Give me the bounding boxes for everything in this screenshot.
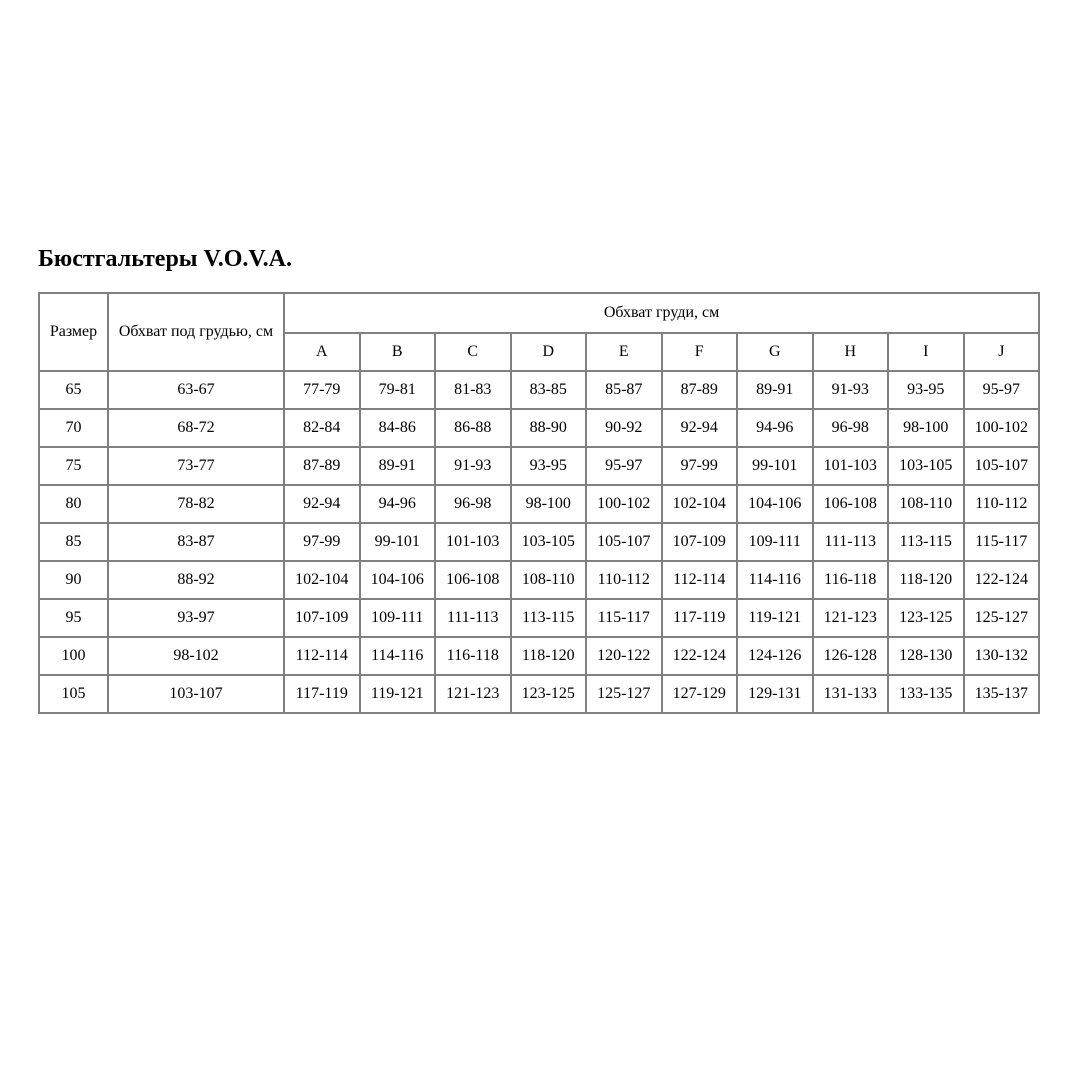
cell-bust-range-I: 108-110 — [888, 485, 964, 523]
cell-bust-range-F: 127-129 — [662, 675, 738, 713]
cell-bust-range-H: 111-113 — [813, 523, 889, 561]
cell-bust-range-D: 83-85 — [511, 371, 587, 409]
cell-bust-range-D: 103-105 — [511, 523, 587, 561]
cell-bust-range-E: 100-102 — [586, 485, 662, 523]
col-header-cup-E: E — [586, 333, 662, 371]
cell-bust-range-J: 130-132 — [964, 637, 1040, 675]
cell-bust-range-E: 125-127 — [586, 675, 662, 713]
cell-size: 80 — [39, 485, 108, 523]
col-header-cup-D: D — [511, 333, 587, 371]
cell-bust-range-H: 101-103 — [813, 447, 889, 485]
cell-bust-range-A: 87-89 — [284, 447, 360, 485]
cell-bust-range-C: 121-123 — [435, 675, 511, 713]
cell-bust-range-H: 96-98 — [813, 409, 889, 447]
cell-size: 105 — [39, 675, 108, 713]
cell-bust-range-J: 105-107 — [964, 447, 1040, 485]
cell-bust-range-B: 104-106 — [360, 561, 436, 599]
cell-bust-range-C: 96-98 — [435, 485, 511, 523]
cell-bust-range-C: 116-118 — [435, 637, 511, 675]
cell-bust-range-F: 117-119 — [662, 599, 738, 637]
table-row — [39, 409, 1039, 447]
cell-bust-range-H: 106-108 — [813, 485, 889, 523]
col-header-cup-C: C — [435, 333, 511, 371]
cell-bust-range-G: 94-96 — [737, 409, 813, 447]
cell-underbust: 78-82 — [108, 485, 284, 523]
cell-bust-range-I: 123-125 — [888, 599, 964, 637]
cell-bust-range-F: 122-124 — [662, 637, 738, 675]
cell-bust-range-D: 98-100 — [511, 485, 587, 523]
cell-bust-range-E: 95-97 — [586, 447, 662, 485]
cell-bust-range-F: 87-89 — [662, 371, 738, 409]
cell-bust-range-H: 116-118 — [813, 561, 889, 599]
cell-bust-range-I: 118-120 — [888, 561, 964, 599]
cell-bust-range-J: 110-112 — [964, 485, 1040, 523]
cell-bust-range-D: 113-115 — [511, 599, 587, 637]
table-row — [39, 371, 1039, 409]
cell-bust-range-G: 99-101 — [737, 447, 813, 485]
cell-bust-range-J: 122-124 — [964, 561, 1040, 599]
cell-bust-range-D: 108-110 — [511, 561, 587, 599]
col-header-cup-I: I — [888, 333, 964, 371]
cell-underbust: 93-97 — [108, 599, 284, 637]
cell-bust-range-D: 88-90 — [511, 409, 587, 447]
cell-bust-range-F: 97-99 — [662, 447, 738, 485]
table-row — [39, 675, 1039, 713]
cell-bust-range-C: 106-108 — [435, 561, 511, 599]
cell-bust-range-B: 89-91 — [360, 447, 436, 485]
cell-bust-range-D: 118-120 — [511, 637, 587, 675]
cell-bust-range-A: 92-94 — [284, 485, 360, 523]
cell-bust-range-F: 107-109 — [662, 523, 738, 561]
cell-bust-range-J: 115-117 — [964, 523, 1040, 561]
cell-size: 70 — [39, 409, 108, 447]
cell-bust-range-G: 119-121 — [737, 599, 813, 637]
cell-bust-range-C: 111-113 — [435, 599, 511, 637]
cell-bust-range-A: 82-84 — [284, 409, 360, 447]
col-header-cup-A: A — [284, 333, 360, 371]
cell-bust-range-H: 126-128 — [813, 637, 889, 675]
cell-bust-range-G: 124-126 — [737, 637, 813, 675]
cell-bust-range-E: 105-107 — [586, 523, 662, 561]
cell-underbust: 68-72 — [108, 409, 284, 447]
cell-bust-range-B: 84-86 — [360, 409, 436, 447]
cell-bust-range-I: 128-130 — [888, 637, 964, 675]
cell-size: 90 — [39, 561, 108, 599]
cell-underbust: 83-87 — [108, 523, 284, 561]
cell-bust-range-B: 114-116 — [360, 637, 436, 675]
cell-bust-range-C: 81-83 — [435, 371, 511, 409]
cell-size: 85 — [39, 523, 108, 561]
cell-bust-range-A: 117-119 — [284, 675, 360, 713]
table-row — [39, 523, 1039, 561]
cell-size: 75 — [39, 447, 108, 485]
col-header-underbust: Обхват под грудью, см — [108, 293, 284, 371]
cell-bust-range-C: 86-88 — [435, 409, 511, 447]
cell-bust-range-J: 95-97 — [964, 371, 1040, 409]
col-header-size: Размер — [39, 293, 108, 371]
cell-bust-range-J: 135-137 — [964, 675, 1040, 713]
cell-underbust: 63-67 — [108, 371, 284, 409]
cell-bust-range-C: 91-93 — [435, 447, 511, 485]
cell-bust-range-G: 109-111 — [737, 523, 813, 561]
col-header-cup-G: G — [737, 333, 813, 371]
cell-underbust: 98-102 — [108, 637, 284, 675]
cell-underbust: 73-77 — [108, 447, 284, 485]
col-header-bust: Обхват груди, см — [284, 293, 1039, 333]
cell-bust-range-A: 97-99 — [284, 523, 360, 561]
cell-underbust: 103-107 — [108, 675, 284, 713]
cell-bust-range-D: 123-125 — [511, 675, 587, 713]
cell-bust-range-B: 94-96 — [360, 485, 436, 523]
cell-bust-range-E: 110-112 — [586, 561, 662, 599]
cell-bust-range-I: 133-135 — [888, 675, 964, 713]
cell-bust-range-B: 109-111 — [360, 599, 436, 637]
cell-bust-range-B: 79-81 — [360, 371, 436, 409]
cell-size: 65 — [39, 371, 108, 409]
cell-underbust: 88-92 — [108, 561, 284, 599]
col-header-cup-J: J — [964, 333, 1040, 371]
header-row-top — [39, 293, 1039, 333]
table-head — [39, 293, 1039, 371]
cell-bust-range-H: 131-133 — [813, 675, 889, 713]
col-header-cup-F: F — [662, 333, 738, 371]
cell-bust-range-A: 102-104 — [284, 561, 360, 599]
cell-bust-range-F: 102-104 — [662, 485, 738, 523]
cell-bust-range-G: 104-106 — [737, 485, 813, 523]
bra-size-table — [38, 292, 1040, 714]
col-header-cup-B: B — [360, 333, 436, 371]
cell-bust-range-E: 90-92 — [586, 409, 662, 447]
col-header-cup-H: H — [813, 333, 889, 371]
cell-bust-range-A: 112-114 — [284, 637, 360, 675]
cell-size: 100 — [39, 637, 108, 675]
cell-bust-range-G: 89-91 — [737, 371, 813, 409]
cell-bust-range-E: 85-87 — [586, 371, 662, 409]
cell-bust-range-I: 93-95 — [888, 371, 964, 409]
cell-bust-range-I: 113-115 — [888, 523, 964, 561]
cell-bust-range-C: 101-103 — [435, 523, 511, 561]
cell-bust-range-B: 119-121 — [360, 675, 436, 713]
cell-bust-range-B: 99-101 — [360, 523, 436, 561]
table-body — [39, 371, 1039, 713]
cell-size: 95 — [39, 599, 108, 637]
table-row — [39, 485, 1039, 523]
cell-bust-range-I: 98-100 — [888, 409, 964, 447]
table-row — [39, 637, 1039, 675]
table-row — [39, 599, 1039, 637]
cell-bust-range-H: 121-123 — [813, 599, 889, 637]
cell-bust-range-F: 92-94 — [662, 409, 738, 447]
cell-bust-range-I: 103-105 — [888, 447, 964, 485]
cell-bust-range-A: 107-109 — [284, 599, 360, 637]
cell-bust-range-J: 100-102 — [964, 409, 1040, 447]
page-title: Бюстгальтеры V.O.V.A. — [38, 246, 293, 272]
cell-bust-range-G: 129-131 — [737, 675, 813, 713]
cell-bust-range-A: 77-79 — [284, 371, 360, 409]
cell-bust-range-H: 91-93 — [813, 371, 889, 409]
cell-bust-range-F: 112-114 — [662, 561, 738, 599]
page-content — [38, 246, 1038, 714]
cell-bust-range-G: 114-116 — [737, 561, 813, 599]
table-row — [39, 447, 1039, 485]
cell-bust-range-J: 125-127 — [964, 599, 1040, 637]
cell-bust-range-E: 115-117 — [586, 599, 662, 637]
table-row — [39, 561, 1039, 599]
cell-bust-range-E: 120-122 — [586, 637, 662, 675]
cell-bust-range-D: 93-95 — [511, 447, 587, 485]
